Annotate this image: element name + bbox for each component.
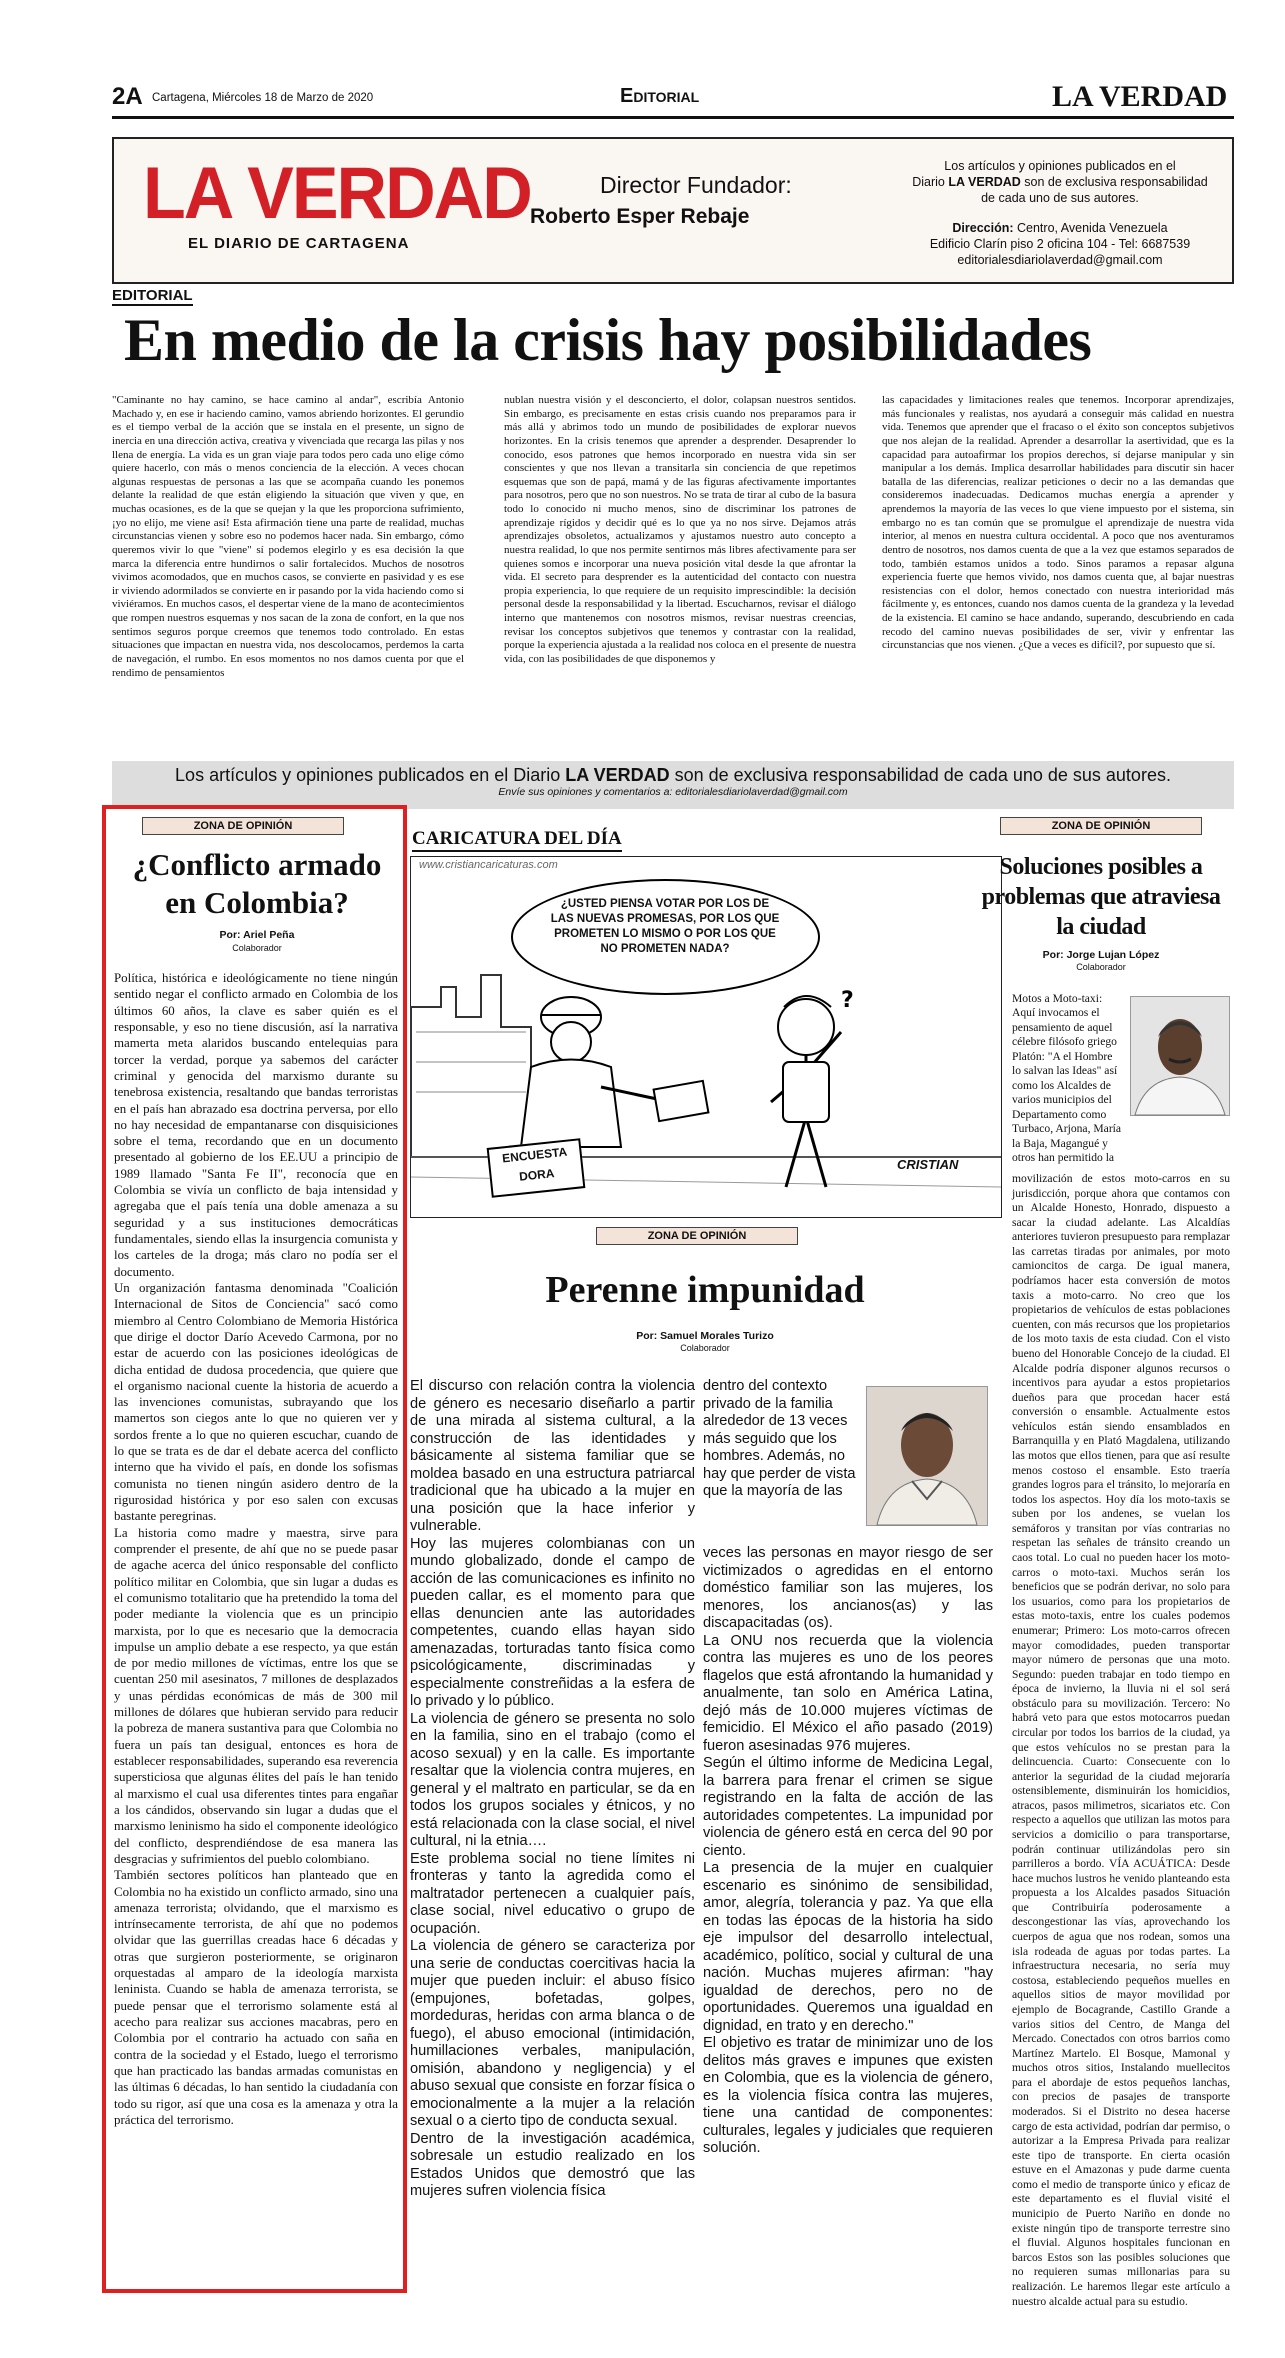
address-line-2: Edificio Clarín piso 2 oficina 104 - Tel: 6687539: [929, 237, 1191, 251]
center-article-right-col: [703, 1545, 993, 2280]
center-article-tag: ZONA DE OPINIÓN: [596, 1227, 798, 1245]
cartoon-title: CARICATURA DEL DÍA: [412, 828, 622, 852]
disclaimer-line-1: Los artículos y opiniones publicados en el: [944, 159, 1176, 173]
editorial-col-1: "Caminante no hay camino, se hace camino al andar", escribía Antonio Machado y, en ese ir haciendo camino, vamos abriendo horizontes. El gerundio es el tiempo verbal de la acción que se instala en el presente, un signo de inercia en una dirección activa, creativa y vivenciada que recarga las pilas y nos llena de energía. La vida es un gran viaje para todos pero cada uno elige cómo quiere hacerlo, con más o menos conciencia de la elección. A veces chocan algunas respuestas de personas a las que se acompaña cuando les ponemos delante la realidad de que están eligiendo la situación que viven y que, en muchas ocasiones, es de la que se quejan y la que les proporciona sufrimiento, ¡yo no elijo, me viene así! Esta afirmación tiene una parte de realidad, muchas circunstancias vienen y sobre eso no podemos hacer nada. Sin embargo, cómo queremos vivir lo que "viene" sí podemos elegirlo y es esa decisión la que marca la diferencia entre hundirnos o salir fortalecidos. Muchos de nosotros vivimos acomodados, que en muchos casos, se convierte en pasividad y es ese ir viviendo adormilados se convierte en ir pasando por la vida haciendo como si viviéramos. En muchos casos, el despertar viene de la mano de acontecimientos que rompen nuestros esquemas y nos sacan de la zona de confort, en la que nos sentimos seguros porque creemos que tenemos todo controlado. En estas situaciones que impactan en nuestra vida, nos descolocamos, perdemos la carta de navegación, el rumbo. En esos momentos no nos damos cuenta por que el rendimo de pensamientos: [112, 394, 464, 679]
left-paragraph: Un organización fantasma denominada "Coalición Internacional de Sitos de Conciencia" sacó como miembro al Centro Colombiano de Memoria Histórica que dirige el doctor Darío Acevedo Carmona, por no estar de acuerdo con las posiciones ideológicas de dicha entidad de dudosa procedencia, que quiere que el organismo nacional cuente la historia de acuerdo a las invenciones comunistas, subrayando que los mamertos son ciegos ante lo que no quieren ver y sordos frente a lo que no quieren escuchar, cuando de lo que se trata es de dar el debate acerca del conflicto interno que ha vivido el país, en donde los sofismas comunista no tienen ningún asidero dentro de la rigurosidad histórica y por eso salen con excusas bastante peregrinas.: [114, 1280, 398, 1524]
right-article-intro: Motos a Moto-taxi: Aquí invocamos el pensamiento de aquel célebre filósofo griego Platón: "A el Hombre lo salvan las Ideas" así como los Alcaldes de varios municipios del Departamento como Turbaco, Arjona, María la Baja, Magangué y otros han permitido la: [1012, 992, 1122, 1165]
center-paragraph: Este problema social no tiene límites ni fronteras y tanto la agredida como el maltratador pertenecen a cualquier país, clase social, nivel educativo o grupo de ocupación.: [410, 1850, 695, 1937]
left-paragraph: Política, histórica e ideológicamente no tiene ningún sentido negar el conflicto armado en Colombia de los últimos 60 años, la clave es saber quién es el responsable, y eso no tiene discusión, así la narrativa mamerta meta alaridos buscando entelequias para torcer la verdad, porque ya sabemos del carácter criminal y genocida del marxismo durante su tenebrosa existencia, resaltando que bandas terroristas en el país han abrazado esa doctrina perversa, por ello no hay necesidad de empantanarse con disquisiciones sobre el tema, recordando que en un documento presentado al gobierno de los EE.UU a principio de 1989 llamado "Santa Fe II", reconocía que en Colombia se vivía un conflicto de baja intensidad y agregaba que el país tenía una doble amenaza a su seguridad y a sus instituciones democráticas fundamentales, siendo ellas la insurgencia comunista y los carteles de la droga; más claro no podía ser el documento.: [114, 971, 398, 1279]
editorial-col-2: nublan nuestra visión y el desconcierto, el dolor, colapsan nuestros sentidos. Sin embargo, es precisamente en estas crisis cuando nos preparamos para ir más allá y abrimos todo un mundo de posibilidades de explorar nuevos horizontes. En la crisis tenemos que aprender a desprender. Desaprender lo conocido, esos patrones que hemos incorporado en nuestra vida sin ser conscientes y que nos llevan a transitarla sin conciencia de que repetimos esquemas que son de papá, mamá y de las figuras afectivamente importantes para nosotros, pero que no son nuestros. No se trata de tirar al cubo de la basura todo lo conocido ni mucho menos, sino de discriminar los patrones de aprendizaje rígidos y decidir qué es lo que ya no nos sirve. Dejamos atrás aprendizajes obsoletos, actualizamos y ajustamos nuestro auto concepto a nuestra realidad, lo que nos permite sentirnos más libres afectivamente para ser quienes somos e incorporar una nueva posición vital desde la que afrontar la vida. El secreto para desprender es la autenticidad del contacto con nuestra propia experiencia, lo que requiere de un requisito imprescindible: la decisión personal desde la responsabilidad y la libertad. Escucharnos, revisar el diálogo interno que mantenemos con nosotros mismos, revisar nuestras creencias, revisar los conceptos subjetivos que tenemos y contrastar con la realidad, porque la experiencia ajustada a la realidad nos coloca en el presente de nuestra vida, con las posibilidades de que disponemos y: [504, 394, 856, 665]
center-paragraph: Según el último informe de Medicina Legal, la barrera para frenar el crimen se sigue registrando en la falta de acción de las autoridades competentes. La impunidad por violencia de género está en cerca del 90 por ciento.: [703, 1755, 993, 1859]
center-article-title: Perenne impunidad: [545, 1269, 865, 1311]
center-paragraph: El objetivo es tratar de minimizar uno de los delitos más graves e impunes que existen en Colombia, que es la violencia de género, es la violencia física contra las mujeres, tiene una cantidad de componentes: culturales, legales y judiciales que requieren solución.: [703, 2035, 993, 2156]
header-brand: LA VERDAD: [1052, 80, 1228, 113]
center-article-right-top: dentro del contexto privado de la familia alrededor de 13 veces más seguido que los hombres. Además, no hay que perder de vista que la mayoría de las: [703, 1378, 856, 1499]
center-paragraph: La violencia de género se caracteriza por una serie de conductas coercitivas hacia la mujer que pueden incluir: el abuso físico (empujones, bofetadas, golpes, mordeduras, heridas con arma blanca o de fuego), el abuso emocional (intimidación, humillaciones verbales, manipulación, omisión, abandono y negligencia) y el abuso sexual que consiste en forzar física o emocionalmente a la mujer a la relación sexual o a cierto tipo de conducta sexual.: [410, 1938, 695, 2129]
banner-text: Los artículos y opiniones publicados en el Diario LA VERDAD son de exclusiva responsabilidad de cada uno de sus autores.: [175, 765, 1171, 785]
left-article-byline: Por: Ariel Peña: [219, 929, 295, 941]
left-article-body: [114, 970, 398, 2283]
center-paragraph: El discurso con relación contra la violencia de género es necesario diseñarlo a partir de una mirada al sistema cultural, a la construcción de las identidades y básicamente al sistema familiar que se moldea basado en una estructura patriarcal tradicional que ha ubicado a la mujer en una posición que la hace inferior y vulnerable.: [410, 1378, 695, 1534]
cartoon-sign-line-1: ENCUESTA: [501, 1144, 568, 1166]
responsibility-banner: [112, 761, 1234, 809]
author-portrait: [1131, 997, 1229, 1115]
contact-email: editorialesdiariolaverdad@gmail.com: [957, 253, 1163, 267]
right-article-body: movilización de estos moto-carros en su jurisdicción, porque ahora que contamos con un Alcalde Honesto, Honrado, dispuesto a sacar la ciudad adelante. Las Alcaldías anteriores tuvieron presupuesto para remplazar las carretas tiradas por animales, por moto camioncitos de carga. De igual manera, podríamos hacer esta conversión de motos taxis a moto-carro. No creo que los propietarios de vehículos de estas poblaciones cuenten, con más recursos que los propietarios de los moto taxis de esta ciudad. Con el visto bueno del Honorable Concejo de la ciudad. El Alcalde podría disponer algunos recursos o incentivos para ayudar a estos propietarios dueños para que procedan hacer está conversión o ensamble. Actualmente estos vehículos están siendo ensamblados en Barranquilla y en Plató Magdalena, utilizando las motos que ellos tienen, para que así resulte menos costoso el ensamble. Esto traería grandes logros para el tránsito, lo mejoraría en todos los aspectos. Hoy día los moto-taxis se suben por los andenes, se vuelan los semáforos y transitan por vías contrarias no respetan las señales de tránsito creando un caos total. Lo cual no pueden hacer los moto-carros o moto-taxi. Muchos serán los beneficios que se podrán derivar, no solo para los usuarios, como para los propietarios de estas moto-taxis, entre los cuales podemos enumerar; Primero: Los moto-carros ofrecen mayor comodidades, pueden transportar mayor número de personas que una moto. Segundo: pueden trabajar en todo tiempo en época de invierno, la lluvia ni el sol será obstáculo para su movilización. Tercero: No habrá veto para que estos motocarros puedan circular por todos los barrios de la ciudad, ya que estos vehículos no se prestan para la delincuencia. Cuarto: Consecuente con lo anterior la seguridad de la ciudad mejoraría ostensiblemente, disminuirán los homicidios, atracos, pasos milimetros, sicariatos etc. Con respecto a aquellos que utilizan las motos para servicios a domicilio o para transportarse, podrán continuar utilizándolas pero sin parrilleros a bordo. VÍA ACUÁTICA: Desde hace muchos lustros he venido planteando esta propuesta a los Alcaldes pasados Situación que Contribuiría poderosamente a descongestionar las vías, aprovechando los cuerpos de agua que nos rodean, somos una isla rodeada de aguas por todas partes. La infraestructura necesaria, no sería muy costosa, estableciendo pequeños muelles en aquellos sitios de mayor movilidad por ejemplo de Bocagrande, Castillo Grande a varios sitios del Centro, de Manga del Mercado. Conectados con otros barrios como Martínez Martelo. El Bosque, Mamonal y muchos otros sitios, Instalando muellecitos para el abordaje de estos pequeños lanchas, con precios de pasajes de transporte moderados. Si el Distrito no desea hacerse cargo de esta actividad, podrían dar permiso, o autorizar a la Empresa Privada para realizar este tipo de transporte. En cierta ocasión estuve en el Amazonas y pude darme cuenta como el medio de transporte único y eficaz de este departamento es el fluvial visité el municipio de Puerto Nariño en donde no existe ningún tipo de transporte terrestre sino el fluvial. Algunos hospitales funcionan en barcos Estos son las posibles soluciones que no requieren sumas millonarias para su realización. Le haremos llegar este artículo a nuestro alcalde actual para su estudio.: [1012, 1172, 1230, 2308]
center-paragraph: Hoy las mujeres colombianas con un mundo globalizado, donde el campo de acción de las comunicaciones es infinito no pueden callar, es el momento para que ellas denuncien ante las autoridades competentes, cuando ellas hayan sido amenazadas, torturadas tanto física como psicológicamente, discriminadas y especialmente constreñidas a la esfera de lo privado y lo público.: [410, 1535, 695, 1709]
left-article-role: Colaborador: [232, 943, 282, 953]
director-label: Director Fundador:: [600, 172, 792, 198]
right-article-tag: ZONA DE OPINIÓN: [1000, 817, 1202, 835]
author-portrait: [867, 1387, 987, 1525]
cartoon-speech-text: ¿USTED PIENSA VOTAR POR LOS DE LAS NUEVAS PROMESAS, POR LOS QUE PROMETEN LO MISMO O POR LOS QUE NO PROMETEN NADA?: [550, 898, 780, 955]
masthead-disclaimer: [900, 158, 1220, 268]
center-article-role: Colaborador: [680, 1343, 730, 1353]
masthead-logo: LA VERDAD: [143, 152, 531, 234]
center-paragraph: La presencia de la mujer en cualquier escenario es sinónimo de sensibilidad, amor, alegría, tolerancia y paz. Ya que ella en todas las épocas de la historia ha sido eje impulsor del desarrollo intelectual, académico, político, social y cultural de una nación. Muchas mujeres afirman: "hay igualdad de derechos, pero no de oportunidades. Queremos una igualdad en dignidad, en trato y en derecho.": [703, 1860, 993, 2034]
cartoon-sign: [487, 1138, 586, 1198]
center-paragraph: La violencia de género se presenta no solo en la familia, sino en el trabajo (como el acoso sexual) y en la calle. Es importante resaltar que la violencia contra mujeres, en general y el maltrato en particular, se da en todos los grupos sociales y étnicos, y no está relacionada con la clase social, el nivel cultural, ni la etnia….: [410, 1710, 695, 1849]
section-label: Editorial: [620, 85, 700, 107]
center-paragraph: veces las personas en mayor riesgo de ser victimizados o agredidas en el entorno doméstico familiar son las mujeres, los menores, los ancianos(as) y las discapacitadas (os).: [703, 1545, 993, 1631]
address-line-1: Dirección: Centro, Avenida Venezuela: [952, 221, 1168, 235]
editorial-col-3: las capacidades y limitaciones reales que tenemos. Incorporar aprendizajes, más funcionales y realistas, nos ayudará a conseguir más calidad en nuestra vida. Tenemos que aprender que el fracaso o el éxito son conceptos subjetivos que nos alejan de la realidad. Aprender a desarrollar la asertividad, que es la capacidad para autoafirmar los propios derechos, sí dejarse manipular y sin manipular a los demás. Implica desarrollar habilidades para discutir sin hacer batalla de las diferencias, realizar peticiones o decir no a las demandas que consideremos inadecuadas. Dedicamos muchas energía a aprender y aprendemos la mayoría de las veces lo que viene impuesto por el sistema, sin embargo no es tan común que se promulgue el aprendizaje de nuestra vida interior, al menos en nuestra cultura occidental. A poco que nos aventuramos dentro de nosotros, nos damos cuenta de que a la vez que estamos separados de todo, también estamos unidos a todo. Sinos paramos a repasar alguna experiencia fuerte que hemos vivido, nos damos cuenta que, al bajar nuestras resistencias con el dolor, hemos conectado con nuestra interioridad más fácilmente y, es entonces, cuando nos damos cuenta de la grandeza y la levedad de la existencia. El camino se hace andando, superando, descubriendo en cada recodo del camino nuevas posibilidades de ser, vivir y enfrentar las circunstancias que nos vienen. ¿Que a veces es difícil?, por supuesto que sí.: [882, 394, 1234, 652]
author-photo-morales: [866, 1386, 988, 1526]
banner-subtext: Envíe sus opiniones y comentarios a: editorialesdiariolaverdad@gmail.com: [498, 786, 848, 798]
cartoon-url: www.cristiancaricaturas.com: [419, 859, 558, 871]
svg-text:?: ?: [841, 988, 854, 1013]
left-article-title: ¿Conflicto armado en Colombia?: [132, 847, 382, 920]
right-article-role: Colaborador: [1076, 962, 1126, 972]
editorial-headline: En medio de la crisis hay posibilidades: [124, 307, 1092, 373]
left-article-tag: ZONA DE OPINIÓN: [142, 817, 344, 835]
left-paragraph: La historia como madre y maestra, sirve para comprender el presente, de ahí que no se puede pasar de agache acerca del único responsable del conflicto político militar en Colombia, que sin lugar a dudas es el comunismo totalitario que ha pretendido la toma del poder mediante la violencia que es un principio marxista, por lo que es necesario que la democracia impulse un amplio debate a ese respecto, ya que están de por medio millones de víctimas, entre los que se cuentan 250 mil asesinatos, 7 millones de desplazados y unas pérdidas económicas de más de 300 mil millones de dólares que hubieran servido para reducir la pobreza de manera sustantiva para que Colombia no fuera un país tan desigual, entonces es hora de establecer responsabilidades, superando esa reverencia supersticiosa que algunas élites del país le han tenido al marxismo el cual usa diferentes tintes para engañar a los cándidos, observando sin lugar a dudas que el marxismo leninismo ha sido el componente ideológico del conflicto, desprendiéndose de esa manera las desgracias y sufrimientos del pueblo colombiano.: [114, 1525, 398, 1866]
disclaimer-line-3: de cada uno de sus autores.: [981, 191, 1139, 205]
cartoon-sign-line-2: DORA: [518, 1166, 556, 1184]
center-paragraph: Dentro de la investigación académica, sobresale un estudio realizado en los Estados Unidos que demostró que las mujeres sufren violencia física: [410, 2130, 695, 2199]
author-photo-lujan: [1130, 996, 1230, 1116]
director-name: Roberto Esper Rebaje: [530, 205, 750, 228]
editorial-kicker: EDITORIAL: [112, 287, 193, 304]
center-paragraph: La ONU nos recuerda que la violencia contra las mujeres es uno de los peores flagelos que está afrontando la humanidad y anualmente, tan solo en América Latina, dejó más de 10.000 mujeres víctimas de femicidio. El México el año pasado (2019) fueron asesinadas 976 mujeres.: [703, 1632, 993, 1754]
right-article-byline: Por: Jorge Lujan López: [1042, 949, 1160, 961]
cartoon-signature: CRISTIAN: [897, 1157, 959, 1172]
center-article-byline: Por: Samuel Morales Turizo: [636, 1330, 774, 1342]
cartoon-frame: [410, 856, 1002, 1218]
center-article-left-col: [410, 1378, 695, 2278]
header-rule: [112, 116, 1234, 119]
dateline: Cartagena, Miércoles 18 de Marzo de 2020: [152, 92, 374, 104]
page-number: 2A: [112, 83, 143, 110]
masthead-tagline: EL DIARIO DE CARTAGENA: [188, 235, 410, 252]
right-article-title: Soluciones posibles a problemas que atraviesa la ciudad: [981, 854, 1221, 940]
disclaimer-line-2: Diario LA VERDAD son de exclusiva responsabilidad: [912, 175, 1208, 189]
left-paragraph: También sectores políticos han planteado que en Colombia no ha existido un conflicto armado, sino una amenaza terrorista; olvidando, que el marxismo es intrínsecamente terrorista, de ahí que no podemos olvidar que las guerrillas creadas hace 6 décadas y otras que surgieron posteriormente, se originaron orquestadas al amparo de la ideología marxista leninista. Cuando se habla de amenaza terrorista, se puede pensar que el terrorismo solamente está al acecho para realizar sus acciones macabras, pero en Colombia por el contrario ha actuado con saña en contra de la sociedad y el Estado, luego el terrorismo que han practicado las bandas armadas comunistas en las últimas 6 décadas, lo han sentido la ciudadanía con todo su rigor, así que una cosa es la amenaza y otra la práctica del terrorismo.: [114, 1868, 398, 2127]
